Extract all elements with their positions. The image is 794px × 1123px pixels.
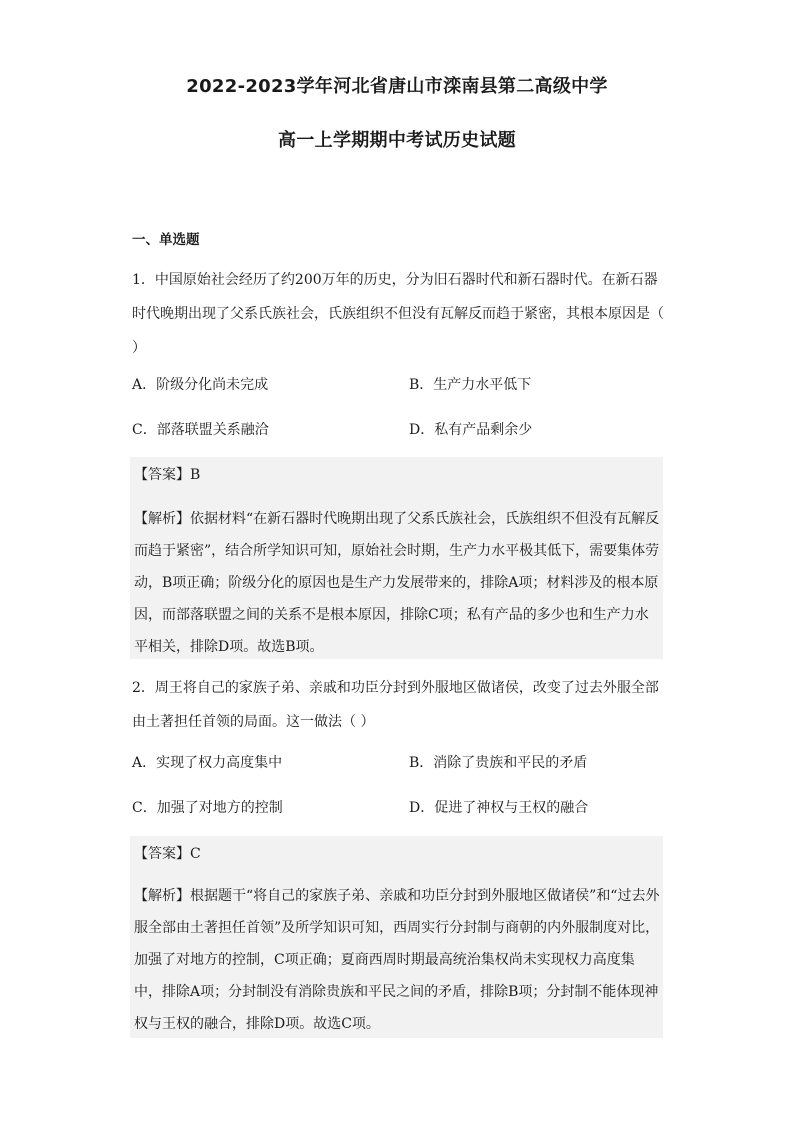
question-1-stem: 1．中国原始社会经历了约200万年的历史，分为旧石器时代和新石器时代。在新石器时代晚期出现了父系氏族社会，氏族组织不但没有瓦解反而趋于紧密，其根本原因是（ ） [132,272,664,356]
question-1-option-c[interactable]: C．部落联盟关系融洽 [132,422,269,438]
question-2-option-c[interactable]: C．加强了对地方的控制 [132,800,283,816]
question-1-explanation: 【解析】依据材料“在新石器时代晚期出现了父系氏族社会，氏族组织不但没有瓦解反而趋于紧密”，结合所学知识可知，原始社会时期，生产力水平极其低下，需要集体劳动，B项正确；阶级分化的原因也是生产力发展带来的，排除A项；材料涉及的根本原因，而部落联盟之间的关系不是根本原因，排除C项；私有产品的多少也和生产力水平相关，排除D项。故选B项。 [134,511,660,655]
question-2-answer: 【答案】C [134,846,201,862]
question-1-option-d[interactable]: D．私有产品剩余少 [409,422,533,438]
page-title: 2022-2023学年河北省唐山市滦南县第二高级中学 [186,76,608,97]
page-subtitle: 高一上学期期中考试历史试题 [278,130,516,151]
question-2-explanation: 【解析】根据题干“将自己的家族子弟、亲戚和功臣分封到外服地区做诸侯”和“过去外服全部由土著担任首领”及所学知识可知，西周实行分封制与商朝的内外服制度对比，加强了对地方的控制，C项正确；夏商西周时期最高统治集权尚未实现权力高度集中，排除A项；分封制没有消除贵族和平民之间的矛盾，排除B项；分封制不能体现神权与王权的融合，排除D项。故选C项。 [134,888,660,1032]
question-2-stem: 2．周王将自己的家族子弟、亲戚和功臣分封到外服地区做诸侯，改变了过去外服全部由土著担任首领的局面。这一做法（ ） [132,680,659,730]
question-1-option-b[interactable]: B．生产力水平低下 [409,377,532,393]
question-1-answer: 【答案】B [134,467,201,483]
question-2-option-d[interactable]: D．促进了神权与王权的融合 [409,800,589,816]
section-heading: 一、单选题 [132,232,200,248]
question-1-answer-box [130,457,663,659]
question-2-answer-box [130,836,663,1038]
question-2-option-b[interactable]: B．消除了贵族和平民的矛盾 [409,755,588,771]
question-2-option-a[interactable]: A．实现了权力高度集中 [132,755,283,771]
question-1-option-a[interactable]: A．阶级分化尚未完成 [132,377,269,393]
